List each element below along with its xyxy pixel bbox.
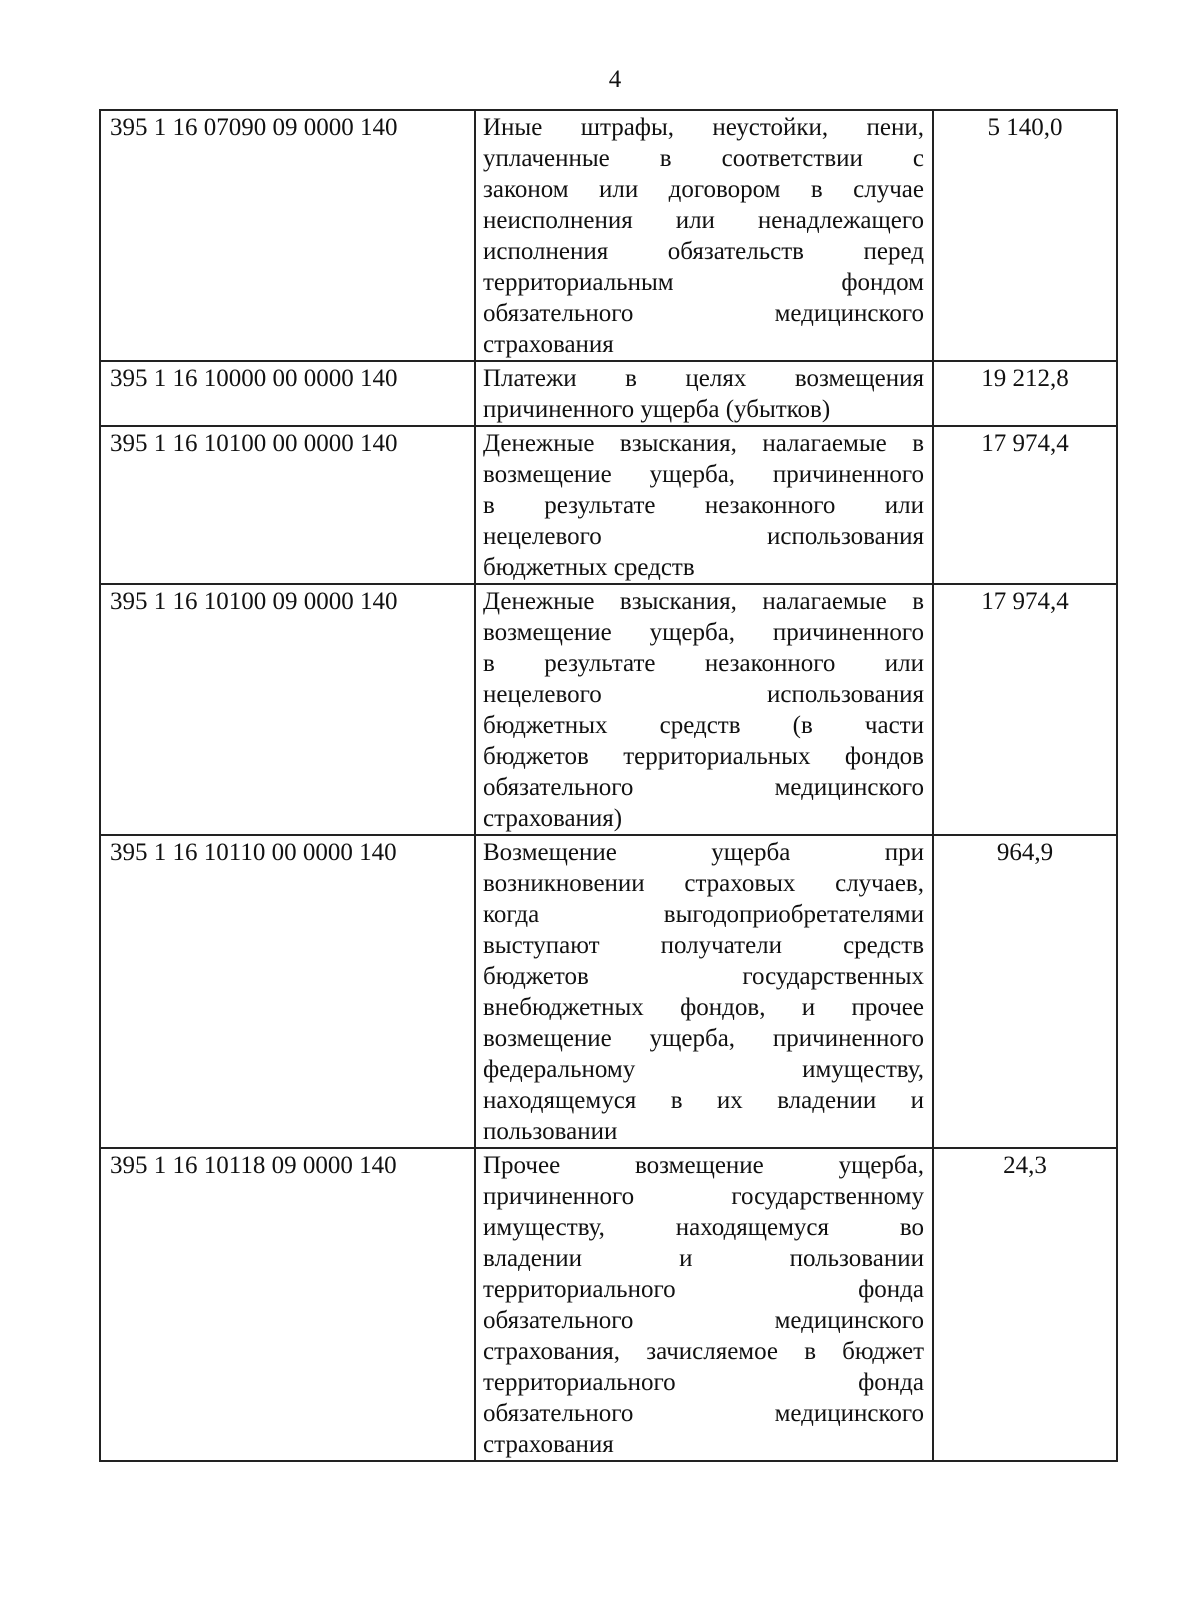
description-line: территориальным фондом [483,269,924,296]
description-line: возмещение ущерба, причиненного [483,1025,924,1052]
description-line: страхования) [483,805,623,832]
budget-classification-code: 395 1 16 10100 09 0000 140 [100,584,475,835]
revenue-description [475,361,933,426]
description-line: внебюджетных фондов, и прочее [483,994,924,1021]
description-line: пользовании [483,1118,618,1145]
budget-classification-code: 395 1 16 10100 00 0000 140 [100,426,475,584]
amount-value: 19 212,8 [933,361,1117,426]
description-line: возмещение ущерба, причиненного [483,461,924,488]
description-line: неисполнения или ненадлежащего [483,207,924,234]
description-line: в результате незаконного или [483,492,924,519]
description-line: возмещение ущерба, причиненного [483,619,924,646]
description-line: нецелевого использования [483,523,924,550]
description-line: владении и пользовании [483,1245,924,1272]
revenue-description [475,110,933,361]
description-line: имуществу, находящемуся во [483,1214,924,1241]
table-row [100,426,1117,584]
description-line: причиненного государственному [483,1183,924,1210]
description-line: страхования [483,331,614,358]
description-line: выступают получатели средств [483,932,924,959]
table-row [100,835,1117,1148]
description-line: когда выгодоприобретателями [483,901,924,928]
description-line: законом или договором в случае [483,176,924,203]
revenue-description [475,835,933,1148]
budget-classification-code: 395 1 16 10118 09 0000 140 [100,1148,475,1461]
description-line: в результате незаконного или [483,650,924,677]
description-line: бюджетных средств (в части [483,712,924,739]
table-row [100,584,1117,835]
description-line: уплаченные в соответствии с [483,145,924,172]
description-line: обязательного медицинского [483,1400,924,1427]
description-line: причиненного ущерба (убытков) [483,396,831,423]
description-line: Иные штрафы, неустойки, пени, [483,114,924,141]
budget-revenue-table [99,109,1118,1462]
table-row [100,361,1117,426]
description-line: Прочее возмещение ущерба, [483,1152,924,1179]
description-line: федеральному имуществу, [483,1056,924,1083]
description-line: страхования [483,1431,614,1458]
budget-classification-code: 395 1 16 07090 09 0000 140 [100,110,475,361]
description-line: исполнения обязательств перед [483,238,924,265]
description-line: нецелевого использования [483,681,924,708]
amount-value: 17 974,4 [933,426,1117,584]
description-line: бюджетов территориальных фондов [483,743,924,770]
revenue-description [475,1148,933,1461]
description-line: обязательного медицинского [483,774,924,801]
description-line: возникновении страховых случаев, [483,870,924,897]
description-line: Возмещение ущерба при [483,839,924,866]
budget-classification-code: 395 1 16 10110 00 0000 140 [100,835,475,1148]
revenue-description [475,584,933,835]
table-row [100,110,1117,361]
description-line: Платежи в целях возмещения [483,365,924,392]
description-line: страхования, зачисляемое в бюджет [483,1338,924,1365]
description-line: обязательного медицинского [483,300,924,327]
description-line: Денежные взыскания, налагаемые в [483,588,924,615]
description-line: находящемуся в их владении и [483,1087,924,1114]
page-number: 4 [608,66,622,93]
revenue-description [475,426,933,584]
description-line: бюджетных средств [483,554,695,581]
description-line: территориального фонда [483,1369,924,1396]
amount-value: 24,3 [933,1148,1117,1461]
description-line: Денежные взыскания, налагаемые в [483,430,924,457]
amount-value: 5 140,0 [933,110,1117,361]
amount-value: 17 974,4 [933,584,1117,835]
description-line: обязательного медицинского [483,1307,924,1334]
description-line: бюджетов государственных [483,963,924,990]
amount-value: 964,9 [933,835,1117,1148]
budget-classification-code: 395 1 16 10000 00 0000 140 [100,361,475,426]
description-line: территориального фонда [483,1276,924,1303]
table-row [100,1148,1117,1461]
